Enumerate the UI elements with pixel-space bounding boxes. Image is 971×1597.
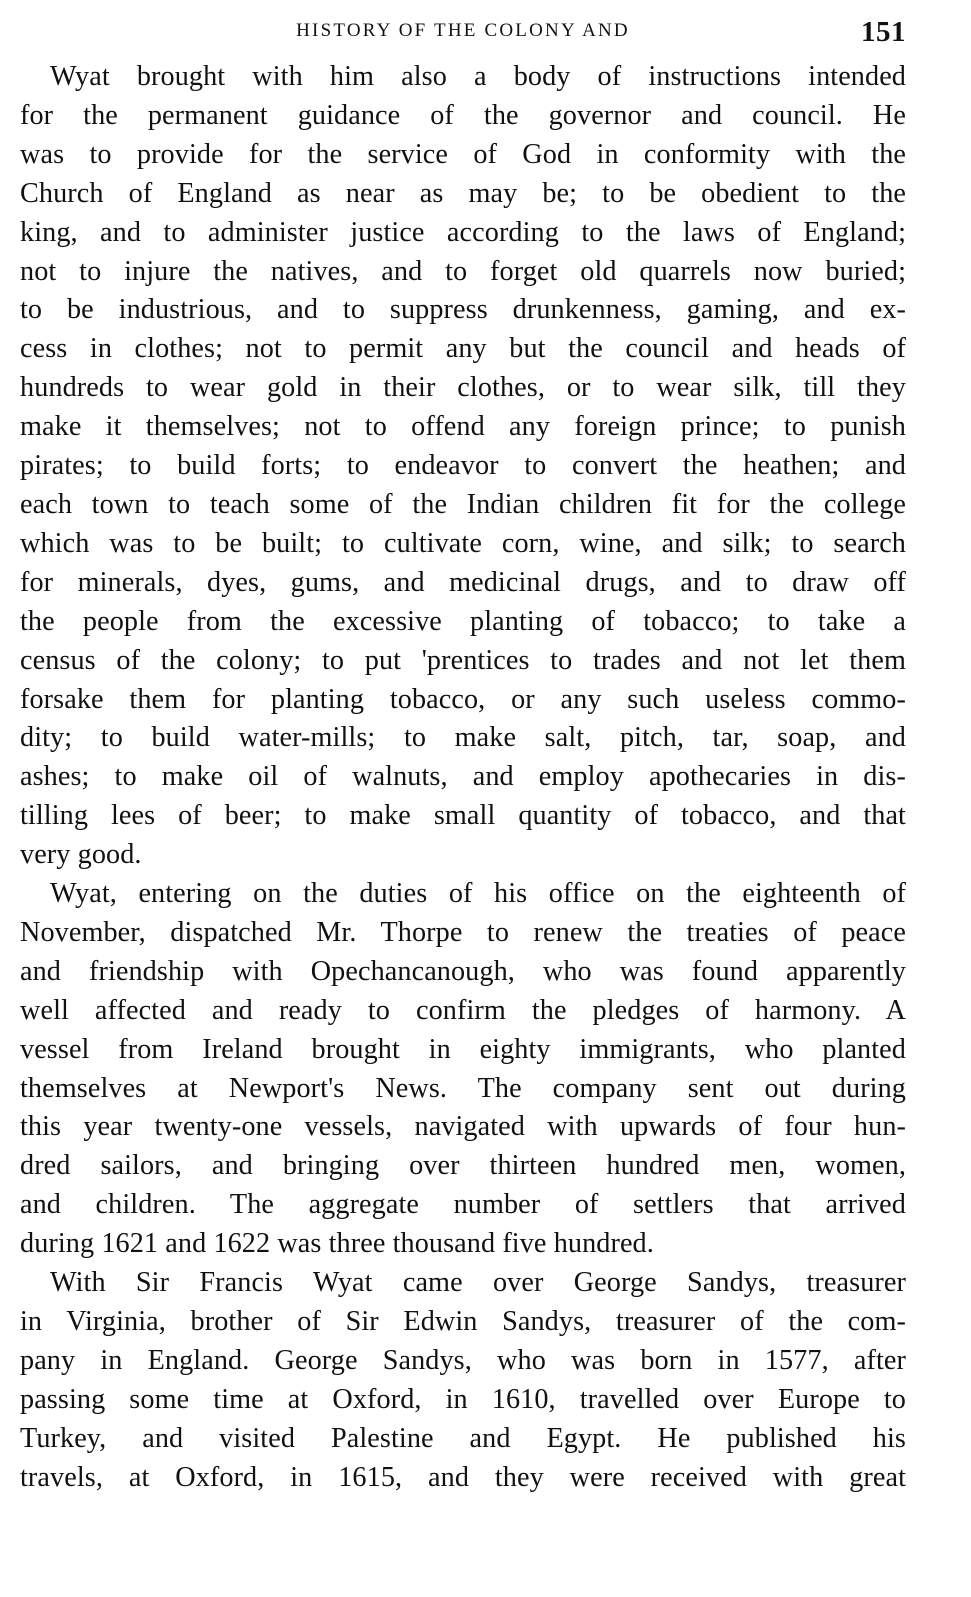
paragraph-george-sandys	[20, 1264, 906, 1497]
text-line: during 1621 and 1622 was three thousand five hundred.	[20, 1228, 654, 1260]
running-head	[20, 14, 906, 58]
text-line: make it themselves; not to offend any foreign prince; to punish	[20, 411, 906, 443]
text-line: vessel from Ireland brought in eighty immigrants, who planted	[20, 1033, 906, 1065]
text-line: cess in clothes; not to permit any but the council and heads of	[20, 333, 906, 365]
text-line: tilling lees of beer; to make small quantity of tobacco, and that	[20, 800, 906, 832]
page-number: 151	[861, 16, 906, 48]
text-line: ashes; to make oil of walnuts, and employ apothecaries in dis-	[20, 761, 906, 793]
text-line: hundreds to wear gold in their clothes, or to wear silk, till they	[20, 372, 906, 404]
text-line: dity; to build water-mills; to make salt, pitch, tar, soap, and	[20, 722, 906, 754]
text-line: each town to teach some of the Indian children fit for the college	[20, 488, 906, 520]
text-line: which was to be built; to cultivate corn, wine, and silk; to search	[20, 527, 906, 559]
text-line: census of the colony; to put 'prentices to trades and not let them	[20, 644, 906, 676]
text-line: not to injure the natives, and to forget old quarrels now buried;	[20, 255, 906, 287]
text-line: for the permanent guidance of the governor and council. He	[20, 99, 906, 131]
text-line: king, and to administer justice according to the laws of England;	[20, 216, 906, 248]
text-line: passing some time at Oxford, in 1610, travelled over Europe to	[20, 1383, 906, 1415]
book-page	[20, 14, 906, 1584]
text-line: in Virginia, brother of Sir Edwin Sandys, treasurer of the com-	[20, 1306, 906, 1337]
text-line: and children. The aggregate number of settlers that arrived	[20, 1189, 906, 1221]
text-line: travels, at Oxford, in 1615, and they were received with great	[20, 1461, 906, 1493]
text-line: themselves at Newport's News. The company sent out during	[20, 1072, 906, 1104]
paragraph-instructions	[20, 58, 906, 875]
text-line: With Sir Francis Wyat came over George Sandys, treasurer	[50, 1267, 906, 1299]
text-line: dred sailors, and bringing over thirteen hundred men, women,	[20, 1150, 906, 1182]
text-line: Wyat brought with him also a body of instructions intended	[50, 61, 906, 92]
text-line: this year twenty-one vessels, navigated with upwards of four hun-	[20, 1111, 906, 1143]
paragraph-wyat-duties	[20, 875, 906, 1264]
text-line: pirates; to build forts; to endeavor to convert the heathen; and	[20, 450, 906, 482]
text-line: very good.	[20, 839, 142, 871]
text-line: well affected and ready to confirm the pledges of harmony. A	[20, 994, 906, 1026]
text-line: November, dispatched Mr. Thorpe to renew the treaties of peace	[20, 916, 906, 948]
text-line: and friendship with Opechancanough, who was found apparently	[20, 955, 906, 987]
text-line: forsake them for planting tobacco, or any such useless commo-	[20, 683, 906, 715]
text-line: pany in England. George Sandys, who was born in 1577, after	[20, 1344, 906, 1376]
text-line: Church of England as near as may be; to be obedient to the	[20, 177, 906, 209]
running-title: HISTORY OF THE COLONY AND	[296, 20, 630, 41]
text-line: the people from the excessive planting of tobacco; to take a	[20, 605, 906, 637]
text-line: was to provide for the service of God in conformity with the	[20, 138, 906, 170]
text-line: for minerals, dyes, gums, and medicinal drugs, and to draw off	[20, 566, 906, 598]
text-line: Turkey, and visited Palestine and Egypt. He published his	[20, 1422, 906, 1454]
text-line: to be industrious, and to suppress drunkenness, gaming, and ex-	[20, 294, 906, 326]
text-line: Wyat, entering on the duties of his office on the eighteenth of	[50, 878, 906, 910]
